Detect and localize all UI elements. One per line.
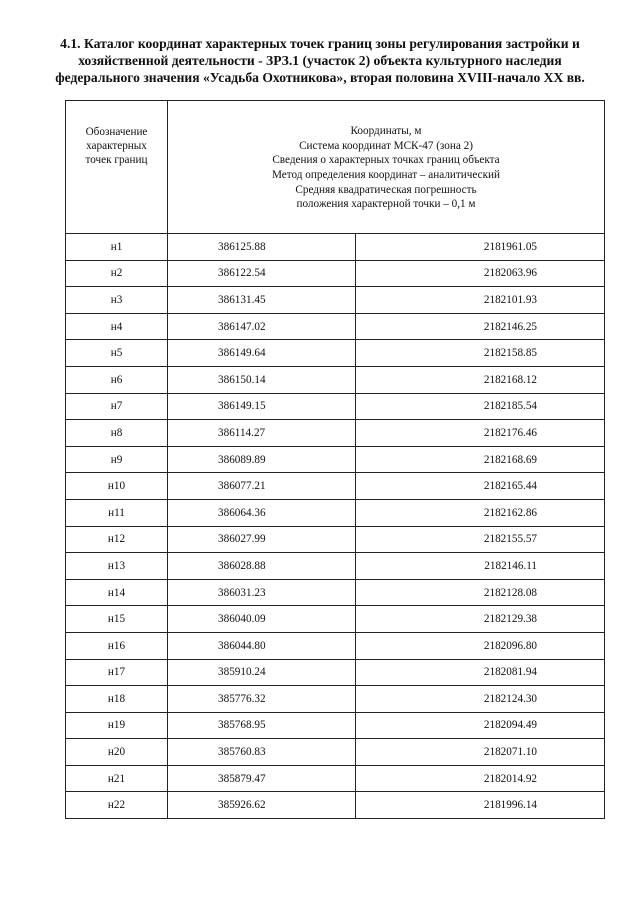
table-row: [66, 366, 605, 393]
point-label-cell: н6: [66, 366, 168, 393]
table-row: [66, 260, 605, 287]
x-coordinate-cell: 386044.80: [168, 632, 356, 659]
y-coordinate-cell: 2182162.86: [356, 499, 605, 526]
x-coordinate-cell: 386028.88: [168, 553, 356, 580]
x-coordinate-cell: 386064.36: [168, 499, 356, 526]
x-coordinate-cell: 386114.27: [168, 420, 356, 447]
point-label-cell: н4: [66, 313, 168, 340]
y-coordinate-cell: 2182168.69: [356, 446, 605, 473]
x-coordinate-cell: 386031.23: [168, 579, 356, 606]
y-coordinate-cell: 2182185.54: [356, 393, 605, 420]
x-coordinate-cell: 386125.88: [168, 234, 356, 261]
coordinates-column-header: [168, 101, 605, 234]
point-label-cell: н9: [66, 446, 168, 473]
coordinates-table: [65, 100, 605, 819]
y-coordinate-cell: 2181996.14: [356, 792, 605, 819]
x-coordinate-cell: 385776.32: [168, 686, 356, 713]
point-label-cell: н8: [66, 420, 168, 447]
x-coordinate-cell: 385768.95: [168, 712, 356, 739]
point-label-cell: н17: [66, 659, 168, 686]
y-coordinate-cell: 2182176.46: [356, 420, 605, 447]
point-label-cell: н13: [66, 553, 168, 580]
point-label-cell: н14: [66, 579, 168, 606]
y-coordinate-cell: 2182146.25: [356, 313, 605, 340]
point-label-cell: н7: [66, 393, 168, 420]
table-row: [66, 712, 605, 739]
header-text-line: Обозначение: [85, 126, 148, 138]
point-label-cell: н15: [66, 606, 168, 633]
x-coordinate-cell: 386077.21: [168, 473, 356, 500]
y-coordinate-cell: 2182128.08: [356, 579, 605, 606]
x-coordinate-cell: 386150.14: [168, 366, 356, 393]
y-coordinate-cell: 2182094.49: [356, 712, 605, 739]
point-label-cell: н12: [66, 526, 168, 553]
table-row: [66, 420, 605, 447]
table-row: [66, 739, 605, 766]
table-row: [66, 287, 605, 314]
catalog-title-line: федерального значения «Усадьба Охотникова», вторая половина XVIII-начало XX вв.: [55, 70, 585, 85]
header-text-line: Система координат МСК-47 (зона 2): [299, 139, 473, 152]
table-row: [66, 659, 605, 686]
table-row: [66, 313, 605, 340]
y-coordinate-cell: 2182081.94: [356, 659, 605, 686]
table-row: [66, 792, 605, 819]
y-coordinate-cell: 2182124.30: [356, 686, 605, 713]
y-coordinate-cell: 2181961.05: [356, 234, 605, 261]
y-coordinate-cell: 2182014.92: [356, 765, 605, 792]
catalog-title: [18, 35, 622, 86]
point-label-cell: н5: [66, 340, 168, 367]
point-label-cell: н1: [66, 234, 168, 261]
x-coordinate-cell: 386040.09: [168, 606, 356, 633]
y-coordinate-cell: 2182063.96: [356, 260, 605, 287]
table-row: [66, 446, 605, 473]
table-row: [66, 553, 605, 580]
y-coordinate-cell: 2182101.93: [356, 287, 605, 314]
y-coordinate-cell: 2182129.38: [356, 606, 605, 633]
y-coordinate-cell: 2182146.11: [356, 553, 605, 580]
header-text-line: точек границ: [85, 154, 148, 166]
point-label-cell: н22: [66, 792, 168, 819]
x-coordinate-cell: 385879.47: [168, 765, 356, 792]
x-coordinate-cell: 385760.83: [168, 739, 356, 766]
point-label-cell: н3: [66, 287, 168, 314]
x-coordinate-cell: 385926.62: [168, 792, 356, 819]
x-coordinate-cell: 385910.24: [168, 659, 356, 686]
y-coordinate-cell: 2182158.85: [356, 340, 605, 367]
y-coordinate-cell: 2182071.10: [356, 739, 605, 766]
header-text-line: положения характерной точки – 0,1 м: [296, 198, 476, 211]
x-coordinate-cell: 386089.89: [168, 446, 356, 473]
y-coordinate-cell: 2182165.44: [356, 473, 605, 500]
y-coordinate-cell: 2182096.80: [356, 632, 605, 659]
table-row: [66, 632, 605, 659]
table-row: [66, 765, 605, 792]
table-row: [66, 606, 605, 633]
table-row: [66, 234, 605, 261]
point-label-cell: н19: [66, 712, 168, 739]
point-label-cell: н16: [66, 632, 168, 659]
x-coordinate-cell: 386027.99: [168, 526, 356, 553]
table-row: [66, 579, 605, 606]
y-coordinate-cell: 2182155.57: [356, 526, 605, 553]
y-coordinate-cell: 2182168.12: [356, 366, 605, 393]
x-coordinate-cell: 386147.02: [168, 313, 356, 340]
table-row: [66, 499, 605, 526]
table-row: [66, 393, 605, 420]
header-text-line: Сведения о характерных точках границ объекта: [272, 154, 500, 167]
table-row: [66, 526, 605, 553]
point-label-cell: н11: [66, 499, 168, 526]
x-coordinate-cell: 386149.15: [168, 393, 356, 420]
points-column-header: [66, 101, 168, 234]
table-header-row: [66, 101, 605, 234]
point-label-cell: н10: [66, 473, 168, 500]
header-text-line: Координаты, м: [350, 125, 422, 138]
catalog-title-line: хозяйственной деятельности - ЗРЗ.1 (участок 2) объекта культурного наследия: [78, 53, 562, 68]
point-label-cell: н2: [66, 260, 168, 287]
catalog-title-line: 4.1. Каталог координат характерных точек границ зоны регулирования застройки и: [60, 36, 580, 51]
x-coordinate-cell: 386131.45: [168, 287, 356, 314]
x-coordinate-cell: 386149.64: [168, 340, 356, 367]
table-row: [66, 340, 605, 367]
table-row: [66, 473, 605, 500]
point-label-cell: н18: [66, 686, 168, 713]
header-text-line: Средняя квадратическая погрешность: [295, 183, 477, 196]
header-text-line: характерных: [86, 140, 147, 152]
point-label-cell: н21: [66, 765, 168, 792]
x-coordinate-cell: 386122.54: [168, 260, 356, 287]
header-text-line: Метод определения координат – аналитический: [272, 169, 501, 181]
table-row: [66, 686, 605, 713]
point-label-cell: н20: [66, 739, 168, 766]
